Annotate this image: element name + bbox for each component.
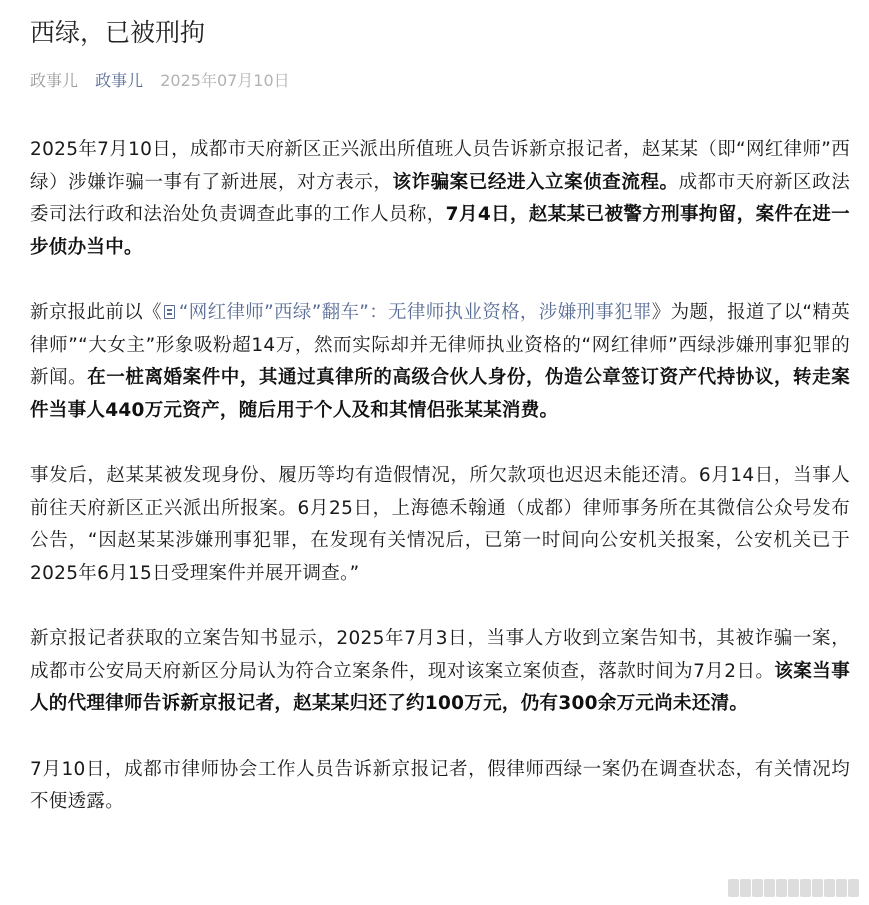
bold-text: 7月4日，赵某某已被警方刑事拘留，案件在进一步侦办当中。 (30, 204, 850, 258)
paragraph (30, 623, 850, 721)
paragraph (30, 297, 850, 427)
bold-text: 该案当事人的代理律师告诉新京报记者，赵某某归还了约100万元，仍有300余万元尚未还清。 (30, 660, 850, 714)
article-link[interactable]: “网红律师”西绿”翻车”：无律师执业资格，涉嫌刑事犯罪 (162, 302, 652, 323)
article-link-icon (164, 305, 175, 319)
bold-text: 在一桩离婚案件中，其通过真律所的高级合伙人身份，伪造公章签订资产代持协议，转走案件当事人440万元资产，随后用于个人及和其情侣张某某消费。 (30, 367, 850, 421)
bold-text: 该诈骗案已经进入立案侦查流程。 (392, 171, 679, 193)
paragraph (30, 460, 850, 590)
publish-date: 2025年07月10日 (160, 71, 290, 90)
paragraph-text: 7月10日，成都市律师协会工作人员告诉新京报记者，假律师西绿一案仍在调查状态，有关情况均不便透露。 (30, 758, 850, 812)
account-link[interactable]: 政事儿 (95, 71, 144, 90)
article-body (30, 134, 850, 852)
author-name: 政事儿 (30, 71, 79, 90)
paragraph-text: 2025年7月10日，成都市天府新区正兴派出所值班人员告诉新京报记者，赵某某（即“网红律师”西绿）涉嫌诈骗一事有了新进展，对方表示， (30, 139, 850, 193)
paragraph-text: 事发后，赵某某被发现身份、履历等均有造假情况，所欠款项也迟迟未能还清。6月14日，当事人前往天府新区正兴派出所报案。6月25日，上海德禾翰通（成都）律师事务所在其微信公众号发布公告，“因赵某某涉嫌刑事犯罪，在发现有关情况后，已第一时间向公安机关报案，公安机关已于2025年6月15日受理案件并展开调查。” (30, 465, 850, 584)
paragraph-text: 新京报此前以《 (30, 302, 162, 323)
paragraph (30, 134, 850, 264)
paragraph-text: 》为题，报道了以“精英律师”“大女主”形象吸粉超14万，然而实际却并无律师执业资格的“网红律师”西绿涉嫌刑事犯罪的新闻。 (30, 302, 850, 388)
article-title: 西绿，已被刑拘 (30, 18, 206, 47)
paragraph (30, 754, 850, 819)
article-meta (30, 68, 302, 94)
paragraph-text: 成都市天府新区政法委司法行政和法治处负责调查此事的工作人员称， (30, 171, 850, 225)
paragraph-text: 新京报记者获取的立案告知书显示，2025年7月3日，当事人方收到立案告知书，其被诈骗一案，成都市公安局天府新区分局认为符合立案条件，现对该案立案侦查，落款时间为7月2日。 (30, 628, 850, 682)
watermark-logo (728, 879, 859, 897)
